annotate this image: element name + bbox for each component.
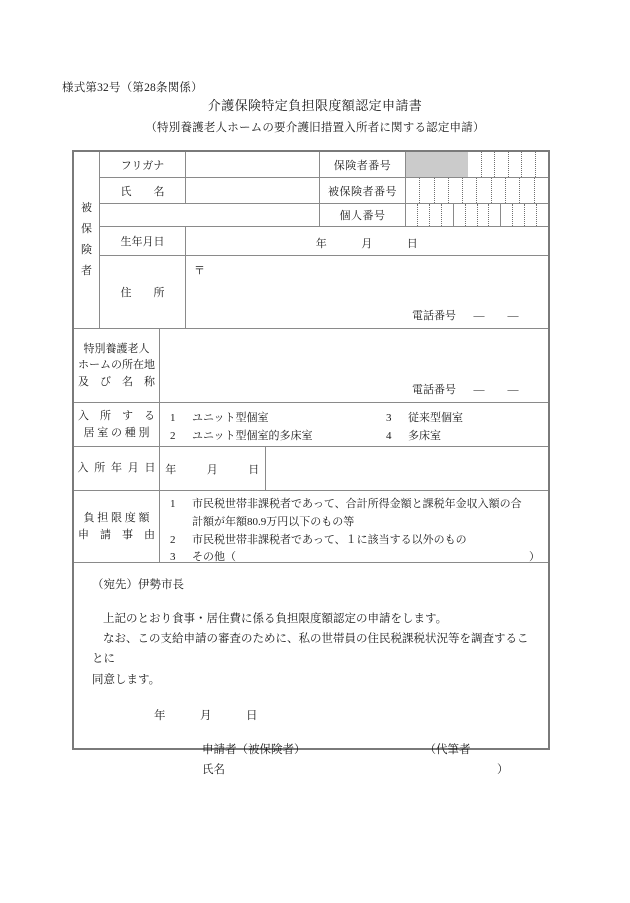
room-type-option-4-number: 4 [386,430,392,443]
insurer-number-cell[interactable] [522,152,535,177]
proxy-signature-field[interactable] [425,740,534,780]
facility-label-line3: 及 び 名 称 [78,375,155,388]
insured-number-cell[interactable] [420,178,434,203]
furigana-label: フリガナ [100,152,186,177]
row-facility [74,329,548,403]
room-type-option-3[interactable] [386,409,463,427]
row-name [100,178,548,204]
room-type-option-4-label: 多床室 [408,430,441,443]
personal-number-group [501,204,548,226]
declaration-block [74,563,548,776]
insured-number-cell[interactable] [506,178,520,203]
personal-number-cell[interactable] [525,204,537,226]
document-subtitle: （特別養護老人ホームの要介護旧措置入所者に関する認定申請） [145,122,485,134]
proxy-signature-label: （代筆者 [424,743,471,756]
insurer-number-cell[interactable] [468,152,481,177]
postal-mark-icon: 〒 [194,265,205,277]
reason-option-3-number: 3 [170,551,176,564]
declaration-signature-row [92,740,534,780]
personal-number-label: 個人番号 [320,204,406,226]
insurer-number-cell[interactable] [482,152,495,177]
insured-number-cell[interactable] [435,178,449,203]
personal-number-grid[interactable] [406,204,548,226]
insurer-number-cell[interactable] [509,152,522,177]
insurer-number-label: 保険者番号 [320,152,406,177]
room-type-label [74,403,160,446]
document-title: 介護保険特定負担限度額認定申請書 [207,98,423,113]
birth-year-label: 年 [315,238,328,250]
facility-label [74,329,160,402]
admission-extra-cell[interactable] [266,447,548,490]
personal-number-cell[interactable] [442,204,453,226]
reason-option-3-close-paren: ） [529,551,540,564]
reason-option-2-label: 市民税世帯非課税者であって、１に該当する以外のもの [192,533,467,546]
room-type-option-2[interactable] [170,427,386,445]
birth-day-label: 日 [406,238,419,250]
insurer-number-filled [406,152,468,177]
row-address [100,256,548,328]
personal-number-cell[interactable] [489,204,500,226]
reason-label-line2: 申 請 事 由 [78,528,155,541]
admission-date-label-text: 入 所 年 月 日 [77,462,157,475]
room-type-option-2-label: ユニット型個室的多床室 [192,430,313,443]
insurer-number-cell[interactable] [536,152,548,177]
personal-number-cell[interactable] [430,204,442,226]
birth-month-label: 月 [361,238,373,250]
address-input[interactable] [186,256,548,328]
personal-number-cell[interactable] [513,204,525,226]
personal-number-cell[interactable] [466,204,478,226]
room-type-label-line2: 居 室 の 種 別 [83,426,150,439]
personal-number-cell[interactable] [501,204,513,226]
reason-option-2-number: 2 [170,533,176,546]
room-type-option-1[interactable] [170,409,386,427]
room-type-option-3-number: 3 [386,412,392,424]
admission-day-label: 日 [248,463,260,476]
reason-option-1[interactable] [170,496,540,514]
reason-option-1-label: 市民税世帯非課税者であって、合計所得金額と課税年金収入額の合 [192,498,522,510]
personal-number-cell[interactable] [406,204,418,226]
reason-options [160,491,548,562]
facility-telephone-dash: — [507,384,519,396]
insured-number-cell[interactable] [520,178,534,203]
telephone-dash: — [507,310,519,322]
facility-telephone-label: 電話番号 [412,384,456,396]
facility-telephone[interactable] [412,381,530,397]
declaration-line-1: 上記のとおり食事・居住費に係る負担限度額認定の申請をします。 [103,613,448,626]
reason-option-3-label: その他（ [192,551,236,564]
admission-year-label: 年 [165,463,177,476]
insurer-number-cell[interactable] [495,152,508,177]
declaration-date-input[interactable] [92,706,534,726]
telephone-label: 電話番号 [412,310,456,322]
reason-label [74,491,160,562]
facility-label-line1: 特別養護老人 [83,342,150,355]
row-admission-date [74,447,548,491]
room-type-option-2-number: 2 [170,430,176,443]
reason-option-1-number: 1 [170,498,176,510]
declaration-addressee: （宛先）伊勢市長 [92,579,184,591]
row-birth-date [100,226,548,256]
row-reason [74,491,548,563]
room-type-label-line1: 入 所 す る [78,410,155,422]
reason-option-2[interactable] [170,532,540,550]
room-type-option-1-label: ユニット型個室 [192,412,269,424]
application-form-table [72,150,550,776]
name-input-lower[interactable] [186,204,320,226]
address-label: 住 所 [100,256,186,328]
reason-option-1-continued: 計額が年額80.9万円以下のもの等 [192,515,355,528]
name-label: 氏 名 [100,178,186,203]
insured-number-grid[interactable] [406,178,548,203]
row-personal-number [100,204,548,226]
row-declaration [74,563,548,776]
insured-number-cell[interactable] [406,178,420,203]
room-type-options [160,403,548,446]
personal-number-group [454,204,502,226]
row-room-type [74,403,548,447]
birth-date-label: 生年月日 [100,227,186,255]
admission-month-label: 月 [206,463,219,476]
personal-number-cell[interactable] [418,204,430,226]
birth-date-input[interactable] [186,227,548,255]
insured-number-cell[interactable] [463,178,477,203]
admission-date-label [74,447,160,490]
insured-person-section [74,152,548,329]
insured-telephone[interactable] [412,307,530,323]
declaration-line-2: なお、この支給申請の審査のために、私の世帯員の住民税課税状況等を調査することに [92,633,529,666]
insured-section-label: 被 保 険 者 [74,152,100,328]
form-number: 様式第32号（第28条関係） [62,82,203,94]
declaration-line-3: 同意します。 [92,673,161,686]
insured-number-cell[interactable] [449,178,463,203]
row-furigana [100,152,548,178]
personal-number-cell[interactable] [478,204,490,226]
facility-telephone-dash: — [473,384,485,396]
facility-input[interactable] [160,329,548,402]
declaration-year-label: 年 [154,709,166,722]
room-type-option-3-label: 従来型個室 [408,412,463,424]
insured-number-label: 被保険者番号 [320,178,406,203]
name-input[interactable] [186,178,320,203]
furigana-input[interactable] [186,152,320,177]
room-type-option-4[interactable] [386,427,441,445]
admission-date-input[interactable] [160,447,266,490]
personal-number-cell[interactable] [454,204,466,226]
personal-number-cell[interactable] [537,204,548,226]
reason-label-line1: 負 担 限 度 額 [83,512,150,524]
insured-number-cell[interactable] [492,178,506,203]
insured-number-cell[interactable] [535,178,548,203]
proxy-close-paren: ） [497,763,509,776]
insurer-number-grid[interactable] [406,152,548,177]
personal-number-group [406,204,454,226]
insured-number-cell[interactable] [477,178,491,203]
applicant-signature-label[interactable]: 申請者（被保険者）氏名 [202,743,306,776]
declaration-month-label: 月 [200,709,212,722]
declaration-day-label: 日 [246,709,258,722]
room-type-option-1-number: 1 [170,412,176,424]
facility-label-line2: ホームの所在地 [78,359,155,372]
telephone-dash: — [473,310,485,322]
